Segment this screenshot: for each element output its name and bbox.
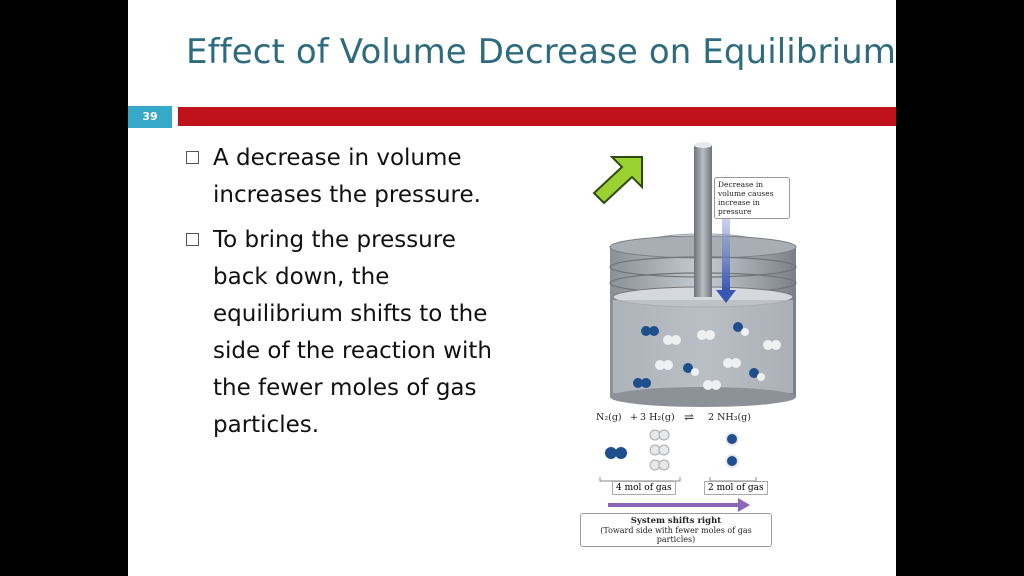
slide-number: 39 xyxy=(128,106,172,128)
pressure-callout: Decrease in volume causes increase in pressure xyxy=(714,177,790,219)
reactant-n2: N₂(g) xyxy=(596,412,622,423)
shift-label-box xyxy=(580,513,772,547)
product-nh3: 2 NH₃(g) xyxy=(708,412,751,423)
bullet-text: A decrease in volume increases the pressure. xyxy=(213,145,481,208)
slide xyxy=(128,0,896,576)
right-moles-label: 2 mol of gas xyxy=(704,481,768,495)
slide-title: Effect of Volume Decrease on Equilibrium xyxy=(186,32,896,72)
bullet-text: To bring the pressure back down, the equilibrium shifts to the side of the reaction with the fewer moles of gas particles. xyxy=(213,227,492,438)
left-moles-label: 4 mol of gas xyxy=(612,481,676,495)
shift-right-arrow-icon xyxy=(608,498,750,512)
equilibrium-arrow-icon: ⇌ xyxy=(684,410,695,424)
plus-sign: + xyxy=(630,412,638,423)
bullet-square-icon xyxy=(186,233,199,246)
shift-title: System shifts right xyxy=(630,516,722,526)
equilibrium-figure xyxy=(568,135,838,545)
shift-subtitle: (Toward side with fewer moles of gas particles) xyxy=(600,526,752,544)
green-arrow-icon xyxy=(594,157,642,203)
bullet-item xyxy=(186,222,516,444)
reactant-h2: 3 H₂(g) xyxy=(640,412,675,423)
molecule-key xyxy=(605,430,738,470)
title-divider-bar xyxy=(178,107,896,126)
bullet-item xyxy=(186,140,516,214)
piston-cylinder-illustration xyxy=(568,135,838,545)
bullet-square-icon xyxy=(186,151,199,164)
piston-rod xyxy=(694,145,712,297)
bullet-list xyxy=(186,140,516,452)
